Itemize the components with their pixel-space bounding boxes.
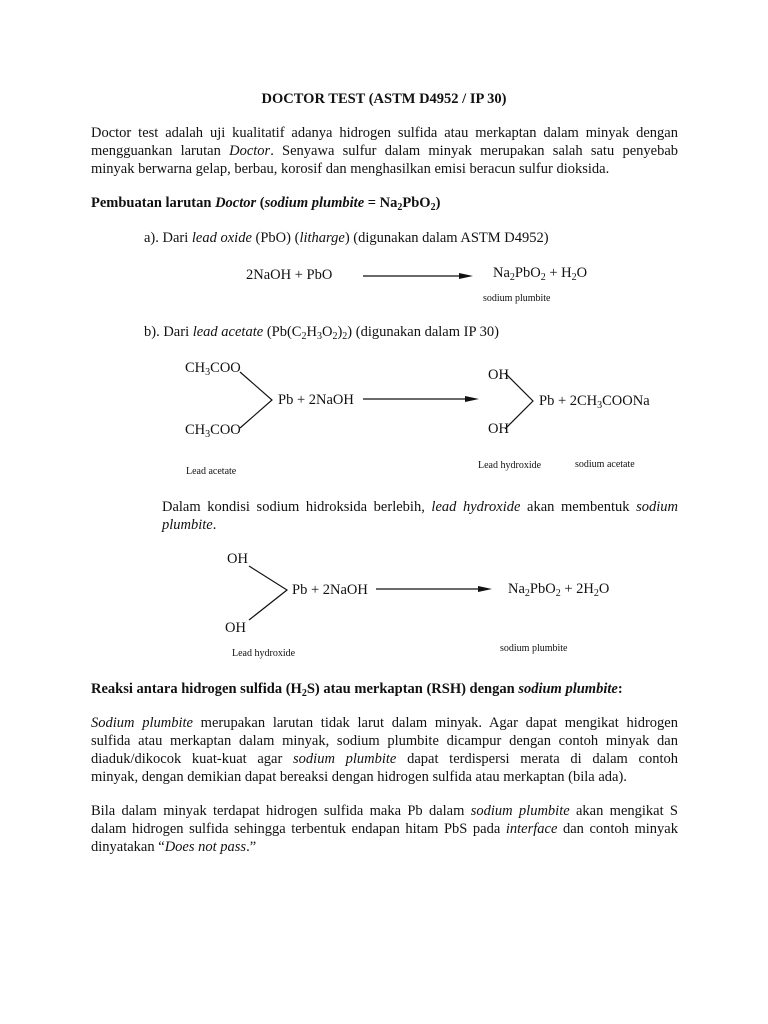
reaction-c-arrow xyxy=(376,583,494,595)
label-sodium-acetate: sodium acetate xyxy=(575,459,635,470)
reaction-b-oh-bottom: OH xyxy=(488,421,509,437)
plumbite-paragraph xyxy=(91,714,678,786)
intro-line-1: Doctor test adalah uji kualitatif adanya hidrogen sulfida atau merkaptan dalam minyak dengan xyxy=(91,125,678,141)
reaction-c-oh-top: OH xyxy=(227,551,248,567)
label-sodium-plumbite-c: sodium plumbite xyxy=(500,643,568,654)
ch3coo-bottom: $CH_3COO$ xyxy=(185,422,241,440)
excess-line-1: Dalam kondisi sodium hidroksida berlebih, lead hydroxide akan membentuk sodium xyxy=(162,499,678,515)
pbs-paragraph xyxy=(91,802,678,856)
reaction-b-arrow xyxy=(363,393,481,405)
page-title: DOCTOR TEST (ASTM D4952 / IP 30) xyxy=(261,91,507,107)
intro-line-3: minyak berwarna gelap, berbau, korosif dan menghasilkan emisi beracun sulfur dioksida. xyxy=(91,161,610,177)
reaction-c-reagent: Pb + 2NaOH xyxy=(292,582,368,598)
reaction-a-product: $Na_2PbO_2 + H_2O$ xyxy=(493,265,588,283)
plumbite-line-4: minyak, dengan demikian dapat bereaksi dengan hidrogen sulfida atau merkaptan (bila ada). xyxy=(91,769,627,785)
excess-naoh-paragraph xyxy=(162,498,678,534)
plumbite-line-3: diaduk/dikocok kuat-kuat agar sodium plumbite dapat terdispersi merata di dalam contoh xyxy=(91,751,678,767)
reaction-a-reactants: 2NaOH + PbO xyxy=(246,267,333,283)
section-heading-doctor-solution: Pembuatan larutan Doctor (sodium plumbite = $Na_2PbO_2$) xyxy=(91,195,441,213)
plumbite-line-2: sulfida atau merkaptan dalam minyak, sodium plumbite dicampur dengan contoh minyak dan xyxy=(91,733,678,749)
item-b-heading: b). Dari lead acetate $(Pb(C_2H_3O_2)_2)$ (digunakan dalam IP 30) xyxy=(144,324,499,342)
lead-acetate-bond-lines xyxy=(238,370,278,430)
item-a-heading: a). Dari lead oxide (PbO) (litharge) (digunakan dalam ASTM D4952) xyxy=(144,230,549,246)
reaction-c-product: $Na_2PbO_2 + 2H_2O$ xyxy=(508,581,610,599)
label-lead-hydroxide: Lead hydroxide xyxy=(478,460,542,471)
pbs-line-2: dalam hidrogen sulfida sehingga terbentuk endapan hitam PbS pada interface dan contoh minyak xyxy=(91,821,678,837)
section-heading-reaction: Reaksi antara hidrogen sulfida $(H_2S)$ atau merkaptan (RSH) dengan sodium plumbite: xyxy=(91,681,623,699)
intro-line-2: mengguankan larutan Doctor. Senyawa sulfur dalam minyak merupakan salah satu penyebab xyxy=(91,143,679,159)
label-lead-hydroxide-c: Lead hydroxide xyxy=(232,648,296,659)
pbs-line-1: Bila dalam minyak terdapat hidrogen sulfida maka Pb dalam sodium plumbite akan mengikat S xyxy=(91,803,678,819)
reaction-b-reagent: Pb + 2NaOH xyxy=(278,392,354,408)
excess-line-2: plumbite. xyxy=(162,517,217,533)
pbs-line-3: dinyatakan “Does not pass.” xyxy=(91,839,257,855)
reaction-c-oh-bottom: OH xyxy=(225,620,246,636)
reaction-b-product: $Pb + 2CH_3COONa$ xyxy=(539,393,650,411)
reaction-c-bond-lines xyxy=(247,564,291,622)
intro-paragraph xyxy=(91,124,678,178)
reaction-b-oh-top: OH xyxy=(488,367,509,383)
reaction-a-product-label: sodium plumbite xyxy=(483,293,551,304)
label-lead-acetate: Lead acetate xyxy=(186,466,237,477)
plumbite-line-1: Sodium plumbite merupakan larutan tidak larut dalam minyak. Agar dapat mengikat hidrogen xyxy=(91,715,678,731)
lead-hydroxide-bond-lines xyxy=(503,371,537,433)
ch3coo-top: $CH_3COO$ xyxy=(185,360,241,378)
reaction-a-arrow xyxy=(363,270,473,282)
